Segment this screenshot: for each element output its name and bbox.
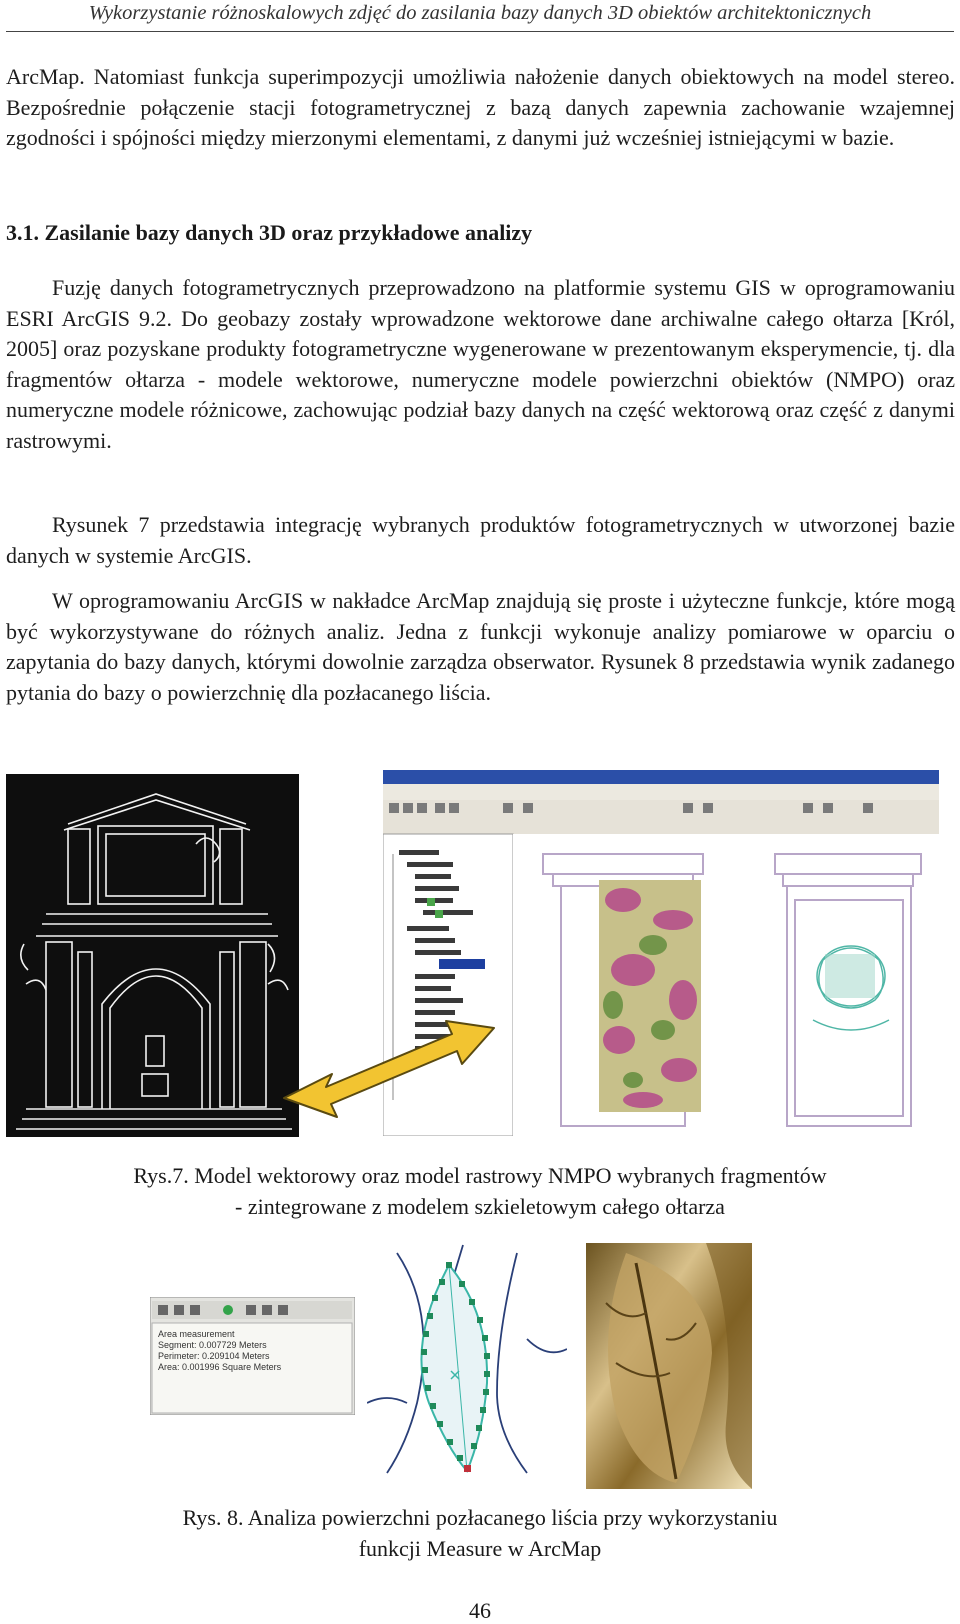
measure-segment: Segment: 0.007729 Meters [158,1340,267,1350]
gilded-leaf-graphic [586,1243,752,1489]
running-header: Wykorzystanie różnoskalowych zdjęć do zasilania bazy danych 3D obiektów architektonicznych [88,2,872,24]
measure-title: Area measurement [158,1329,235,1339]
figure-8-leaf-measurement [367,1243,567,1475]
figure-7-caption-line1: Rys.7. Model wektorowy oraz model rastrowy NMPO wybranych fragmentów [133,1163,827,1188]
measure-area: Area: 0.001996 Square Meters [158,1362,282,1372]
leaf-polygon-graphic [367,1243,567,1475]
figure-7-caption-line2: - zintegrowane z modelem szkieletowym całego ołtarza [235,1194,725,1219]
figure-7-connecting-arrow [170,990,500,1150]
figure-8-measure-dialog [150,1297,355,1415]
measure-perimeter: Perimeter: 0.209104 Meters [158,1351,270,1361]
page-number: 46 [469,1598,491,1623]
paragraph-measure: W oprogramowaniu ArcGIS w nakładce ArcMap znajdują się proste i użyteczne funkcje, które mogą być wykorzystywane do różnych analiz. Jedna z funkcji wykonuje analizy pomiarowe w oparciu o zapytania do bazy danych, którymi dowolnie zarządza obserwator. Rysunek 8 przedstawia wynik zadanego pytania do bazy o powierzchnię dla pozłacanego liścia. [6,588,955,705]
section-heading: 3.1. Zasilanie bazy danych 3D oraz przykładowe analizy [6,220,533,245]
figure-8-caption-line2: funkcji Measure w ArcMap [358,1536,602,1561]
double-arrow-graphic [170,990,500,1150]
paragraph-figure7-ref: Rysunek 7 przedstawia integrację wybranych produktów fotogrametrycznych w utworzonej bazie danych w systemie ArcGIS. [6,512,955,568]
paragraph-intro: ArcMap. Natomiast funkcja superimpozycji umożliwia nałożenie danych obiektowych na model stereo. Bezpośrednie połączenie stacji fotogrametrycznej z bazą danych zapewnia zachowanie wzajemnej zgodności i spójności między mierzonymi elementami, z danymi już wcześniej istniejącymi w bazie. [6,64,955,150]
paragraph-fusion: Fuzję danych fotogrametrycznych przeprowadzono na platformie systemu GIS w oprogramowaniu ESRI ArcGIS 9.2. Do geobazy zostały wprowadzone wektorowe dane archiwalne całego ołtarza [Król, 2005] oraz pozyskane produkty fotogrametryczne wygenerowane w prezentowanym eksperymencie, tj. dla fragmentów ołtarza - modele wektorowe, numeryczne modele powierzchni obiektów (NMPO) oraz numeryczne modele różnicowe, zachowując podział bazy danych na część wektorową oraz część z danymi rastrowymi. [6,275,955,453]
header-rule [6,31,954,32]
figure-8-caption-line1: Rys. 8. Analiza powierzchni pozłacanego liścia przy wykorzystaniu [182,1505,778,1530]
figure-8-gilded-leaf-photo [586,1243,752,1489]
